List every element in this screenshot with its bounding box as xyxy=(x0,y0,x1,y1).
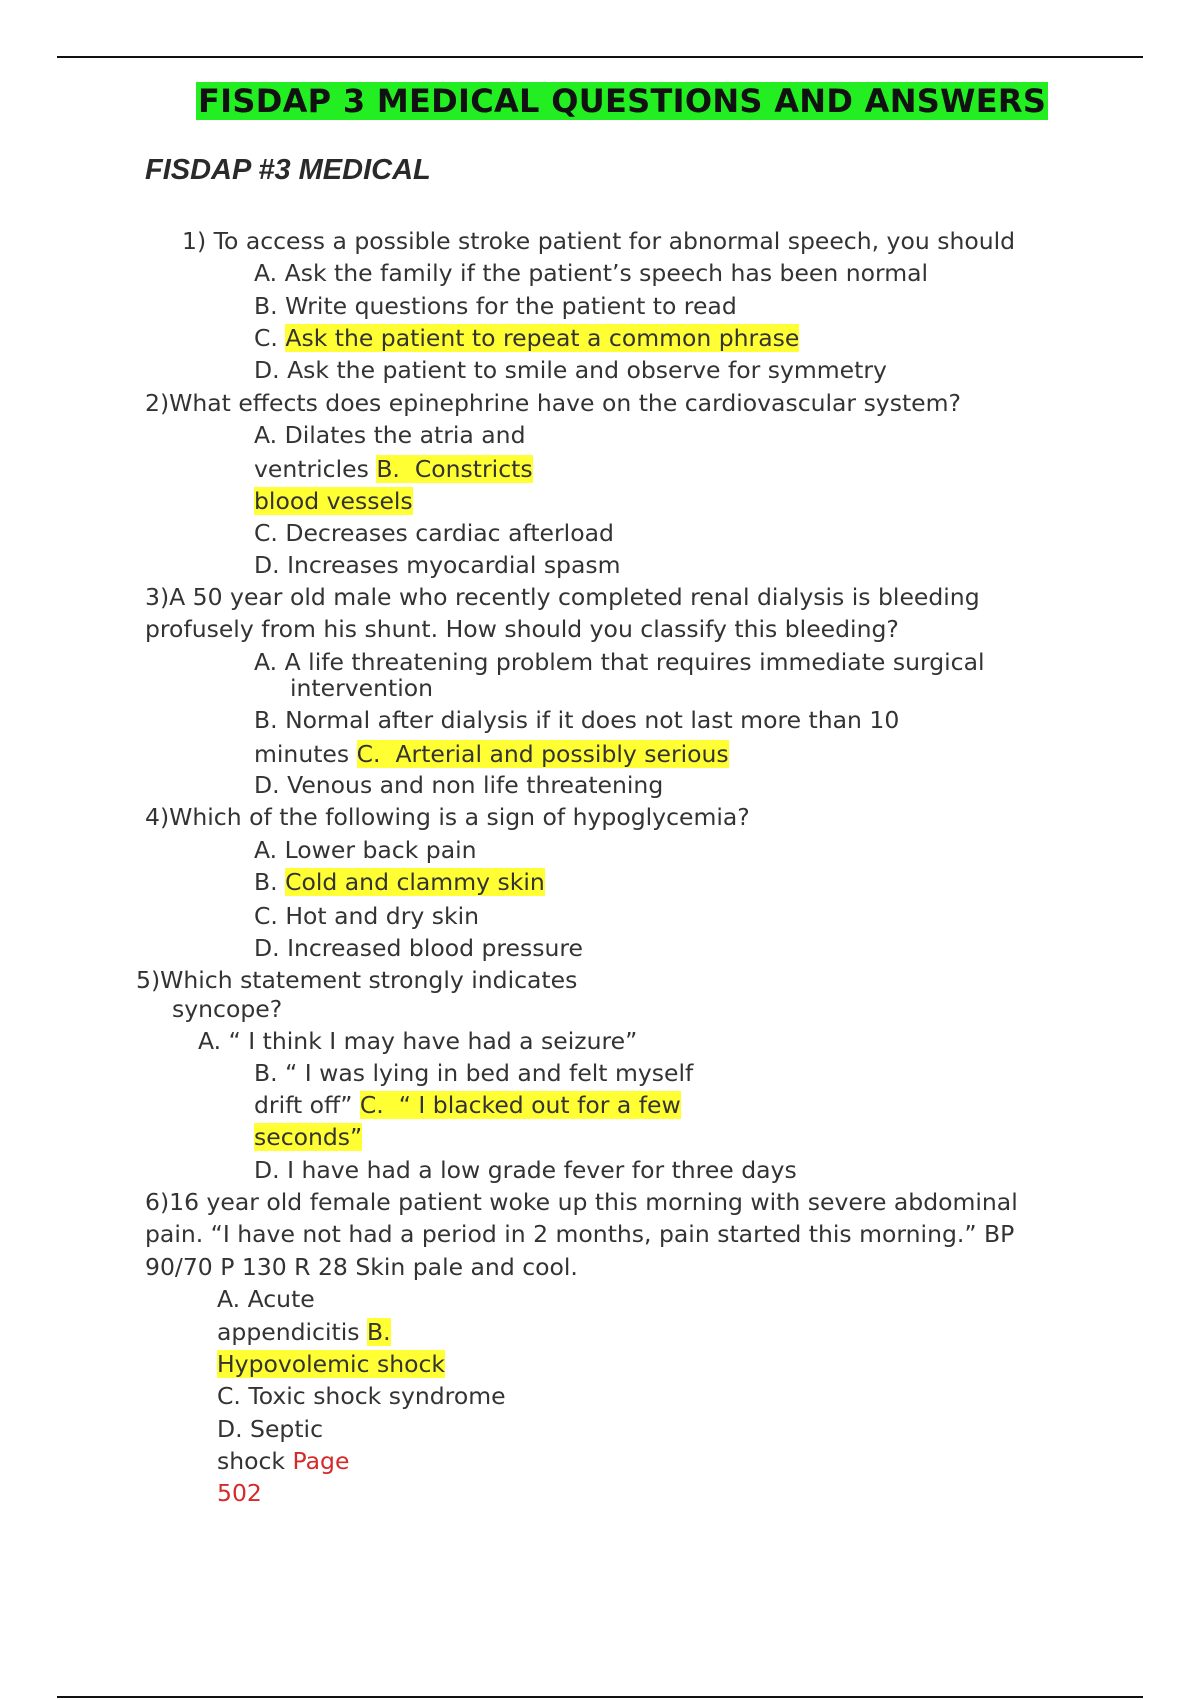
q1-option-d xyxy=(254,355,887,385)
option-key: D. xyxy=(254,551,280,579)
option-key: D. xyxy=(254,771,280,799)
highlighted-answer: B. Constricts xyxy=(376,455,533,483)
option-key: A. xyxy=(254,648,278,676)
q3-option-a-cont: intervention xyxy=(290,674,434,702)
highlighted-answer: Cold and clammy skin xyxy=(285,868,545,896)
question-4 xyxy=(145,802,750,832)
option-text: shock xyxy=(217,1447,286,1475)
q1-option-b xyxy=(254,291,737,321)
highlighted-answer: Ask the patient to repeat a common phrase xyxy=(285,324,800,352)
option-text: Ask the patient to smile and observe for symmetry xyxy=(287,356,887,384)
q2-option-a xyxy=(254,420,526,450)
document-subtitle: FISDAP #3 MEDICAL xyxy=(145,154,431,186)
q3-option-b-cont-and-c xyxy=(254,739,729,769)
question-2 xyxy=(145,388,961,418)
q5-option-c-cont xyxy=(254,1122,362,1152)
question-1 xyxy=(182,226,1015,256)
option-text: Increased blood pressure xyxy=(287,934,583,962)
page-reference: Page xyxy=(292,1447,350,1475)
q4-option-b-answer xyxy=(254,867,545,897)
q6-option-a-cont-and-b xyxy=(217,1317,391,1347)
question-6 xyxy=(145,1187,1018,1217)
q3-option-b xyxy=(254,705,899,735)
option-key: D. xyxy=(254,1156,280,1184)
option-key: B. xyxy=(254,292,278,320)
document-title: FISDAP 3 MEDICAL QUESTIONS AND ANSWERS xyxy=(198,82,1047,120)
option-key: A. xyxy=(254,836,278,864)
option-text: Increases myocardial spasm xyxy=(287,551,621,579)
option-text: Dilates the atria and xyxy=(284,421,526,449)
q6-option-c: C. Toxic shock syndrome xyxy=(217,1382,506,1410)
option-key: C. xyxy=(254,902,278,930)
q5-option-d xyxy=(254,1155,797,1185)
q3-option-d xyxy=(254,770,663,800)
q6-option-b-cont xyxy=(217,1349,445,1379)
question-text: What effects does epinephrine have on the cardiovascular system? xyxy=(169,389,961,417)
question-text: 16 year old female patient woke up this morning with severe abdominal xyxy=(169,1188,1018,1216)
option-key: C. xyxy=(254,519,278,547)
option-text: I have had a low grade fever for three days xyxy=(287,1156,797,1184)
option-key: D. xyxy=(254,356,280,384)
option-text: Normal after dialysis if it does not last more than 10 xyxy=(285,706,900,734)
question-6-vitals: 90/70 P 130 R 28 Skin pale and cool. xyxy=(145,1253,578,1281)
question-3-cont: profusely from his shunt. How should you classify this bleeding? xyxy=(145,615,899,643)
question-3 xyxy=(145,582,980,612)
option-text: ventricles xyxy=(254,455,369,483)
option-text: Lower back pain xyxy=(284,836,477,864)
option-key: A. xyxy=(254,421,278,449)
q4-option-a xyxy=(254,835,477,865)
question-text: Which statement strongly indicates xyxy=(160,966,578,994)
question-5-cont: syncope? xyxy=(172,995,283,1023)
option-text: Decreases cardiac afterload xyxy=(285,519,614,547)
q1-option-a xyxy=(254,258,928,288)
question-6-cont: pain. “I have not had a period in 2 months, pain started this morning.” BP xyxy=(145,1220,1015,1248)
highlighted-answer: B. xyxy=(366,1318,391,1346)
q4-option-c xyxy=(254,901,479,931)
question-text: To access a possible stroke patient for abnormal speech, you should xyxy=(213,227,1016,255)
option-text: appendicitis xyxy=(217,1318,360,1346)
option-text: Venous and non life threatening xyxy=(287,771,664,799)
q2-option-a-cont-and-b xyxy=(254,454,533,484)
option-text: Write questions for the patient to read xyxy=(285,292,737,320)
option-key: B. xyxy=(254,868,278,896)
option-text: “ I think I may have had a seizure” xyxy=(228,1027,638,1055)
option-key: B. xyxy=(254,1059,278,1087)
option-text: minutes xyxy=(254,740,350,768)
q6-option-a: A. Acute xyxy=(217,1285,315,1313)
q2-option-c xyxy=(254,518,614,548)
page-reference-number: 502 xyxy=(217,1479,262,1507)
bottom-rule xyxy=(57,1696,1143,1698)
q5-option-a xyxy=(198,1026,637,1056)
q2-option-d xyxy=(254,550,621,580)
q1-option-c-answer xyxy=(254,323,799,353)
option-text: Ask the family if the patient’s speech has been normal xyxy=(284,259,929,287)
option-text: drift off” xyxy=(254,1091,353,1119)
question-number: 5) xyxy=(136,966,161,994)
question-number: 1) xyxy=(182,227,207,255)
q2-option-b-cont xyxy=(254,486,413,516)
q5-option-b xyxy=(254,1058,693,1088)
highlighted-answer: seconds” xyxy=(254,1123,363,1151)
question-number: 3) xyxy=(145,583,170,611)
option-key: A. xyxy=(198,1027,222,1055)
highlighted-answer: C. Arterial and possibly serious xyxy=(356,740,729,768)
question-text: Which of the following is a sign of hypoglycemia? xyxy=(169,803,750,831)
question-text: A 50 year old male who recently completed renal dialysis is bleeding xyxy=(169,583,980,611)
q6-option-d: D. Septic xyxy=(217,1415,323,1443)
question-number: 2) xyxy=(145,389,170,417)
option-text: A life threatening problem that requires immediate surgical xyxy=(284,648,985,676)
question-number: 6) xyxy=(145,1188,170,1216)
option-key: A. xyxy=(254,259,278,287)
question-number: 4) xyxy=(145,803,170,831)
question-5 xyxy=(136,965,577,995)
option-key: D. xyxy=(254,934,280,962)
top-rule xyxy=(57,56,1143,58)
highlighted-answer: C. “ I blacked out for a few xyxy=(359,1091,681,1119)
highlighted-answer: Hypovolemic shock xyxy=(217,1350,446,1378)
option-text: Hot and dry skin xyxy=(285,902,480,930)
q4-option-d xyxy=(254,933,583,963)
option-text: “ I was lying in bed and felt myself xyxy=(285,1059,694,1087)
option-key: B. xyxy=(254,706,278,734)
q6-option-d-cont-and-page-ref xyxy=(217,1446,349,1476)
option-key: C. xyxy=(254,324,278,352)
highlighted-answer: blood vessels xyxy=(254,487,413,515)
q5-option-b-cont-and-c xyxy=(254,1090,681,1120)
